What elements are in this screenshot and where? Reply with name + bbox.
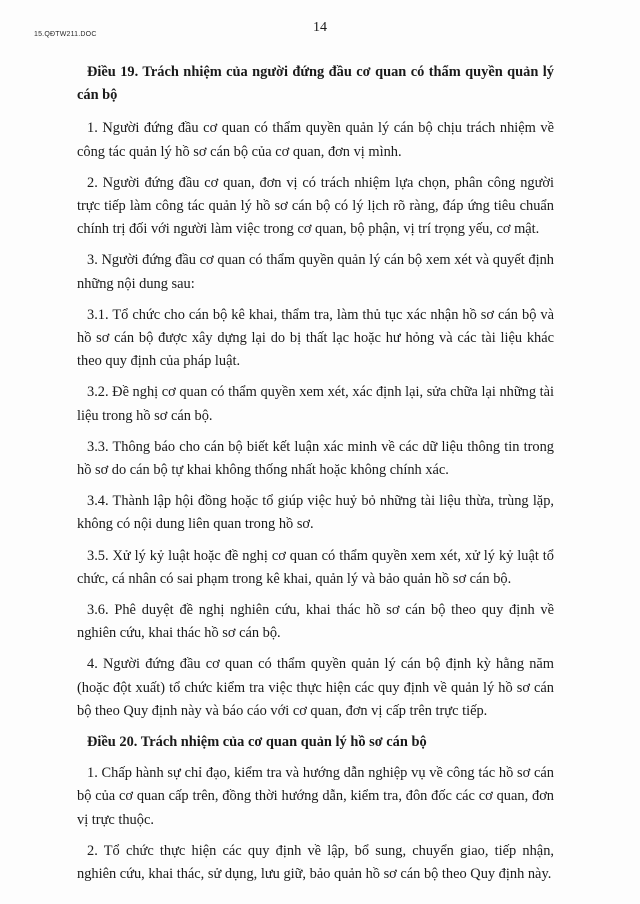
article-19-paragraph-2: 2. Người đứng đầu cơ quan, đơn vị có trách nhiệm lựa chọn, phân công người trực tiếp làm công tác quản lý hồ sơ cán bộ có lý lịch rõ ràng, đáp ứng tiêu chuẩn chính trị đối với người làm việc trong cơ quan, bộ phận, vị trí trọng yếu, cơ mật. — [77, 174, 554, 238]
article-20-paragraph-1: 1. Chấp hành sự chỉ đạo, kiểm tra và hướng dẫn nghiệp vụ về công tác hồ sơ cán bộ của cơ quan cấp trên, đồng thời hướng dẫn, kiểm tra, đôn đốc các cơ quan, đơn vị trực thuộc. — [77, 765, 554, 828]
article-19-paragraph-3-5: 3.5. Xử lý kỷ luật hoặc đề nghị cơ quan có thẩm quyền xem xét, xử lý kỷ luật tổ chức, cá nhân có sai phạm trong kê khai, quản lý và bảo quản hồ sơ cán bộ. — [77, 547, 554, 587]
document-body — [77, 61, 554, 894]
page-number: 14 — [313, 20, 327, 35]
article-19-paragraph-3-6: 3.6. Phê duyệt đề nghị nghiên cứu, khai thác hồ sơ cán bộ theo quy định về nghiên cứu, khai thác hồ sơ cán bộ. — [77, 602, 554, 642]
article-19-paragraph-4: 4. Người đứng đầu cơ quan có thẩm quyền quản lý cán bộ định kỳ hằng năm (hoặc đột xuất) tổ chức kiểm tra việc thực hiện các quy định về quản lý hồ sơ cán bộ theo Quy định này và báo cáo với cơ quan, đơn vị cấp trên trực tiếp. — [77, 656, 554, 719]
article-19-paragraph-3-1: 3.1. Tổ chức cho cán bộ kê khai, thẩm tra, làm thủ tục xác nhận hồ sơ cán bộ và hồ sơ cán bộ được xây dựng lại do bị thất lạc hoặc hư hỏng và các tài liệu khác theo quy định của pháp luật. — [77, 306, 554, 370]
article-19-paragraph-3-2: 3.2. Đề nghị cơ quan có thẩm quyền xem xét, xác định lại, sửa chữa lại những tài liệu trong hồ sơ cán bộ. — [77, 384, 554, 424]
article-19-paragraph-3-4: 3.4. Thành lập hội đồng hoặc tổ giúp việc huỷ bỏ những tài liệu thừa, trùng lặp, không có nội dung liên quan trong hồ sơ. — [77, 493, 554, 533]
document-code: 15.QĐTW211.DOC — [34, 31, 97, 38]
article-20-paragraph-2: 2. Tổ chức thực hiện các quy định về lập, bổ sung, chuyển giao, tiếp nhận, nghiên cứu, khai thác, sử dụng, lưu giữ, bảo quản hồ sơ cán bộ theo Quy định này. — [77, 842, 554, 883]
article-19-paragraph-3: 3. Người đứng đầu cơ quan có thẩm quyền quản lý cán bộ xem xét và quyết định những nội dung sau: — [77, 252, 554, 292]
article-20-heading: Điều 20. Trách nhiệm của cơ quan quản lý hồ sơ cán bộ — [87, 734, 427, 751]
article-19-heading: Điều 19. Trách nhiệm của người đứng đầu cơ quan có thẩm quyền quản lý cán bộ — [77, 64, 554, 104]
article-19-paragraph-1: 1. Người đứng đầu cơ quan có thẩm quyền quản lý cán bộ chịu trách nhiệm về công tác quản lý hồ sơ cán bộ của cơ quan, đơn vị mình. — [77, 120, 554, 160]
article-19-paragraph-3-3: 3.3. Thông báo cho cán bộ biết kết luận xác minh về các dữ liệu thông tin trong hồ sơ do cán bộ tự khai không thống nhất hoặc không chính xác. — [77, 438, 554, 479]
